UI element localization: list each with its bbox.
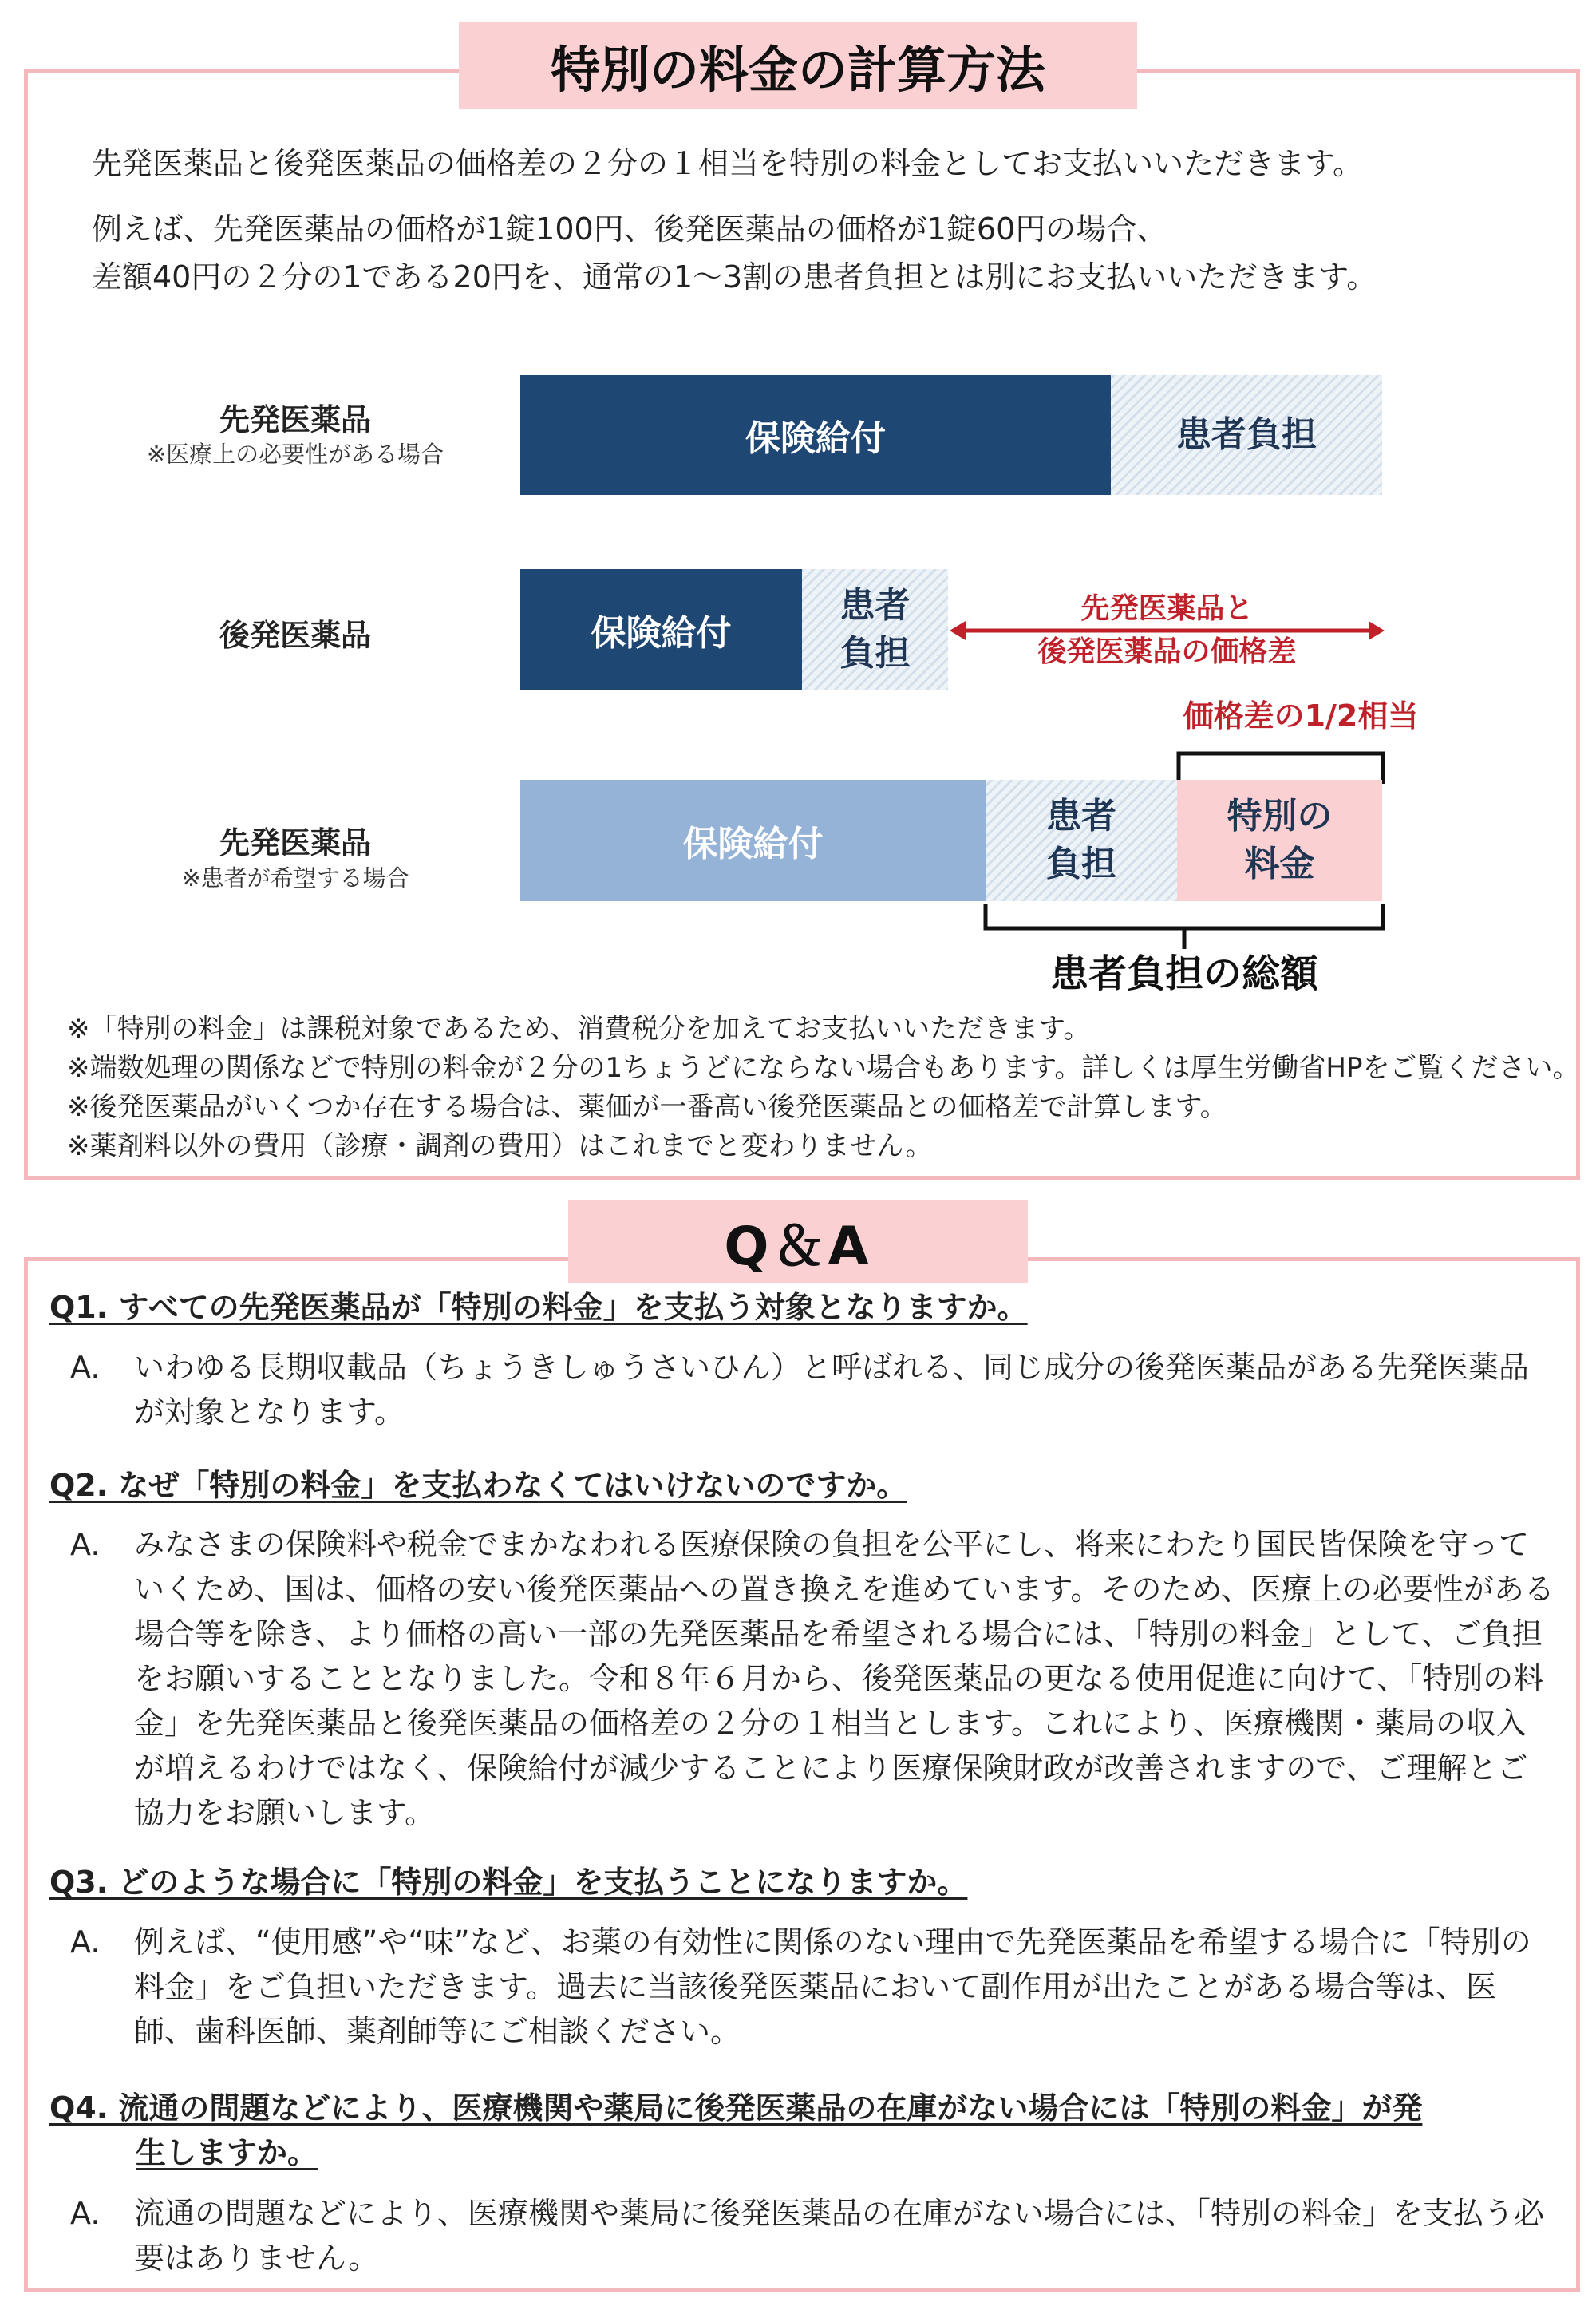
total-burden-label: 患者負担の総額 [1049, 951, 1318, 996]
answer-1-label: A. [70, 1350, 101, 1385]
row3-patient-line2: 負担 [1046, 844, 1116, 884]
question-2: Q2. なぜ「特別の料金」を支払わなくてはいけないのですか。 [49, 1468, 907, 1503]
answer-4 [70, 2191, 1555, 2280]
price-difference-line1: 先発医薬品と [1080, 592, 1254, 625]
answer-3-label: A. [70, 1924, 101, 1960]
price-difference-label [950, 591, 1385, 670]
answer-4-text: 流通の問題などにより、医療機関や薬局に後発医薬品の在庫がない場合には、「特別の料金」を支払う必要はありません。 [134, 2196, 1545, 2276]
row3-patient-bar [986, 780, 1177, 901]
row1-sub: ※医療上の必要性がある場合 [146, 441, 444, 468]
question-3: Q3. どのような場合に「特別の料金」を支払うことになりますか。 [49, 1865, 968, 1900]
answer-3-text: 例えば、“使用感”や“味”など、お薬の有効性に関係のない理由で先発医薬品を希望する場合に「特別の料金」をご負担いただきます。過去に当該後発医薬品において副作用が出たことがある場合等は、医師、歯科医師、薬剤師等にご相談ください。 [134, 1924, 1531, 2049]
half-difference-bracket [1176, 750, 1385, 784]
row3-patient-line1: 患者 [1046, 796, 1116, 837]
answer-3 [70, 1920, 1555, 2054]
answer-1 [70, 1345, 1555, 1434]
row3-sub: ※患者が希望する場合 [181, 864, 409, 892]
total-burden-bracket [983, 904, 1385, 949]
row3-special-fee-bar [1177, 780, 1382, 901]
row1-insurance-bar: 保険給付 [520, 375, 1111, 495]
question-1: Q1. すべての先発医薬品が「特別の料金」を支払う対象となりますか。 [49, 1290, 1028, 1325]
question-4 [49, 2086, 1558, 2175]
row1-patient-bar: 患者負担 [1111, 375, 1382, 495]
example-line-2: 差額40円の２分の1である20円を、通常の1～3割の患者負担とは別にお支払いいただきます。 [92, 259, 1377, 295]
half-difference-label: 価格差の1/2相当 [1183, 698, 1419, 734]
row2-label: 後発医薬品 [219, 618, 371, 653]
note-3: ※後発医薬品がいくつか存在する場合は、薬価が一番高い後発医薬品との価格差で計算します。 [67, 1091, 1227, 1123]
answer-4-label: A. [70, 2196, 101, 2231]
answer-2-text: みなさまの保険料や税金でまかなわれる医療保険の負担を公平にし、将来にわたり国民皆保険を守っていくため、国は、価格の安い後発医薬品への置き換えを進めています。そのため、医療上の必要性がある場合等を除き、より価格の高い一部の先発医薬品を希望される場合には、「特別の料金」として、ご負担をお願いすることとなりました。令和８年６月から、後発医薬品の更なる使用促進に向けて、「特別の料金」を先発医薬品と後発医薬品の価格差の２分の１相当とします。これにより、医療機関・薬局の収入が増えるわけではなく、保険給付が減少することにより医療保険財政が改善されますので、ご理解とご協力をお願いします。 [134, 1527, 1555, 1830]
row1-label: 先発医薬品 [219, 402, 371, 437]
row3-label: 先発医薬品 [219, 825, 371, 860]
row2-patient-line1: 患者 [839, 585, 911, 626]
intro-text: 先発医薬品と後発医薬品の価格差の２分の１相当を特別の料金としてお支払いいただきます。 [92, 146, 1363, 181]
example-line-1: 例えば、先発医薬品の価格が1錠100円、後発医薬品の価格が1錠60円の場合、 [92, 212, 1167, 247]
answer-2-label: A. [70, 1527, 101, 1562]
question-4-line1: Q4. 流通の問題などにより、医療機関や薬局に後発医薬品の在庫がない場合には「特別の料金」が発 [49, 2090, 1423, 2126]
note-2: ※端数処理の関係などで特別の料金が２分の1ちょうどにならない場合もあります。詳しくは厚生労働省HPをご覧ください。 [67, 1052, 1580, 1084]
note-4: ※薬剤料以外の費用（診療・調剤の費用）はこれまでと変わりません。 [67, 1130, 933, 1162]
row3-insurance-bar: 保険給付 [520, 780, 986, 901]
price-difference-line2: 後発医薬品の価格差 [1037, 635, 1297, 668]
question-4-line2: 生しますか。 [136, 2135, 318, 2170]
answer-1-text: いわゆる長期収載品（ちょうきしゅうさいひん）と呼ばれる、同じ成分の後発医薬品がある先発医薬品が対象となります。 [134, 1350, 1530, 1430]
row3-special-line2: 料金 [1244, 844, 1315, 884]
row3-special-line1: 特別の [1227, 796, 1333, 837]
row2-patient-line2: 負担 [839, 633, 911, 674]
note-1: ※「特別の料金」は課税対象であるため、消費税分を加えてお支払いいただきます。 [67, 1013, 1091, 1045]
answer-2 [70, 1522, 1555, 1835]
row2-insurance-bar: 保険給付 [520, 569, 802, 690]
section-calculation-title: 特別の料金の計算方法 [459, 22, 1137, 109]
row2-patient-bar [802, 569, 948, 690]
section-qa-title: Q＆A [568, 1200, 1028, 1283]
